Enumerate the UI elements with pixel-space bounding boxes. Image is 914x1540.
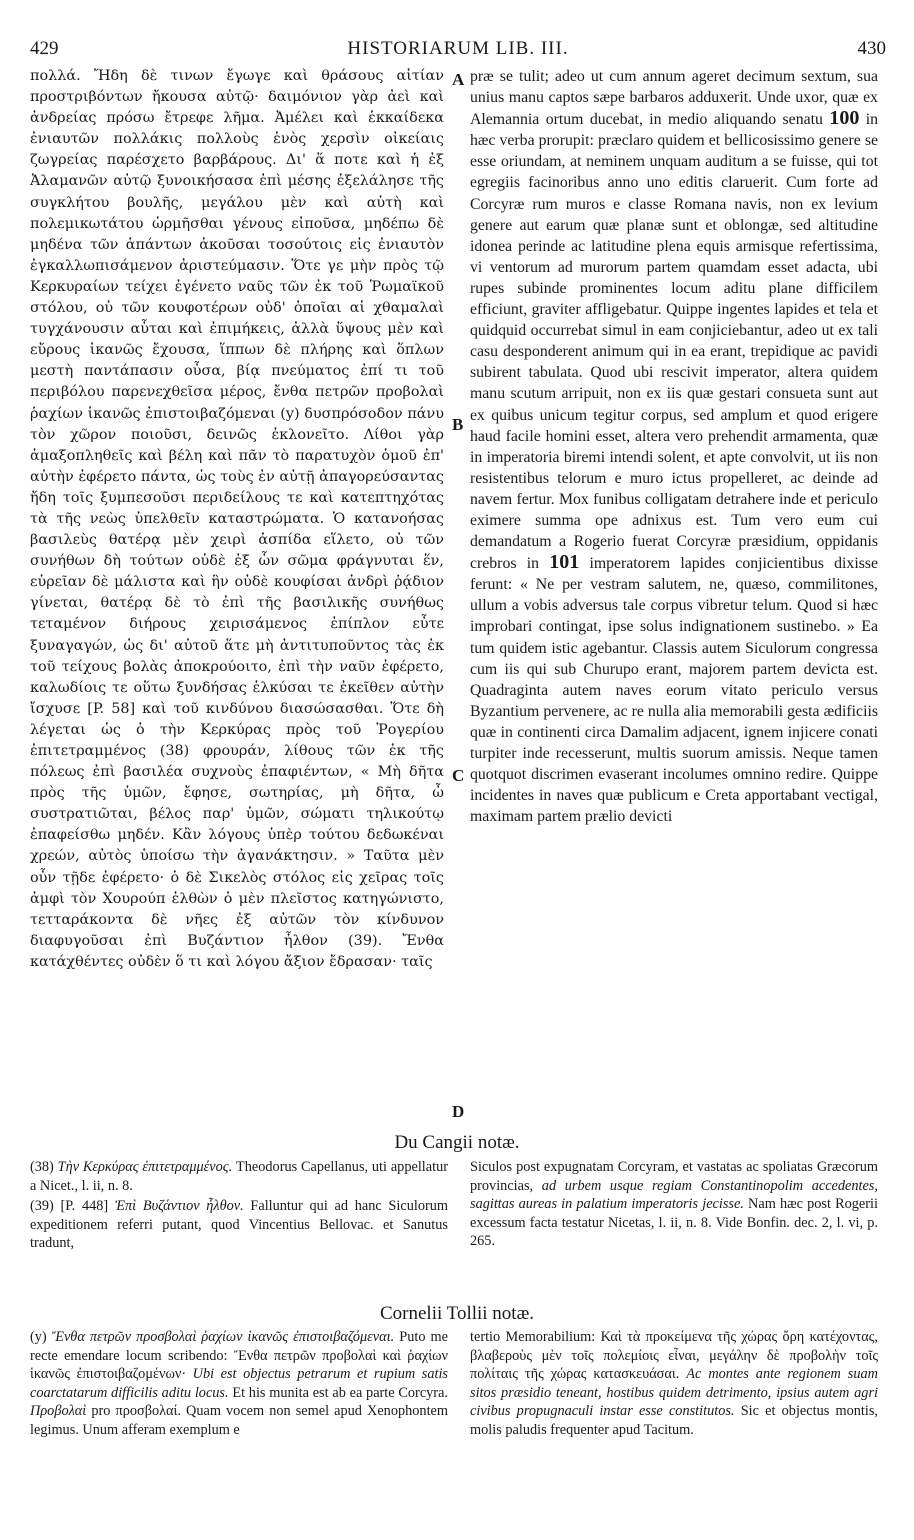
note-y-lemma: Ἔνθα πετρῶν προσβολαὶ ῥαχίων ἱκανῶς ἐπιστοιβαζόμεναι. [51, 1329, 395, 1345]
note-y-text-1: Puto me recte emendare locum scribendo: [30, 1329, 448, 1364]
running-title: HISTORIARUM LIB. III. [347, 38, 569, 59]
note-y-word: Προβολαὶ [30, 1403, 87, 1420]
tollius-notes-left [30, 1328, 448, 1528]
note-38-text: Theodorus Capellanus, uti appellatur a Nicet., l. ii, n. 8. [30, 1159, 448, 1194]
section-marker-c: C [452, 766, 465, 785]
tollius-notes-title: Cornelii Tollii notæ. [379, 1303, 535, 1324]
note-y-cont-latin: Ac montes ante regionem suam sitos præsidio teneant, hostibus quidem detrimento, ipsius autem agri civibus propugnaculi instar esse constitutos. [470, 1366, 878, 1420]
page-ref-number-100: 100 [829, 107, 860, 130]
note-38-number: (38) [30, 1159, 54, 1175]
note-y-cont-greek: Καὶ τὰ προκείμενα τῆς χώρας ὄρη κατέχοντας, βλαβεροὺς μὲν τοῖς πολεμίοις εἶναι, μεγάλην δὲ προβολὴν τοῖς πολίταις τῆς χώρας κατασκευάσαι. [470, 1329, 878, 1383]
latin-text-part-3: imperatorem lapides conjicientibus dixisse ferunt: « Ne per vestram salutem, ne, quæso, commilitones, ullum a vobis adversus tale corpus vibretur telum. Quod si hæc improbari contingat, ipse solus indignationem sustinebo. » Ea tum quidem istic agebantur. Classis autem Siculorum congressa cum iis qui sub Churupo erant, majorem partem devicta est. Quadraginta autem naves eorum vitato periculo versus Byzantium pervenere, ac re nulla alia memorabili gesta ædificiis quæ in continenti circa Damalim adjacent, ignem injicere conati turpiter inde recesserunt, multis suorum amissis. Neque tamen quotquot discrimen evaserant incolumes omnino redire. Quippe incidentes in naves quæ publicum e Creta apportabant vectigal, maximam partem prælio devicti [470, 555, 878, 826]
note-38-lemma: Τὴν Κερκύρας ἐπιτετραμμένος. [57, 1159, 233, 1175]
section-marker-d: D [452, 1102, 465, 1121]
note-39-lemma: Ἐπὶ Βυζάντιον ἦλθον. [114, 1198, 244, 1215]
greek-text-column [30, 66, 444, 1130]
note-y-continued [470, 1328, 878, 1440]
note-39-continued [470, 1158, 878, 1251]
running-header [30, 38, 886, 62]
du-cange-notes-right [470, 1158, 878, 1300]
note-39-cont-text-1: Siculos post expugnatam Corcyram, et vastatas ac spoliatas Græcorum provincias, [470, 1159, 878, 1194]
note-39-number: (39) [P. 448] [30, 1198, 109, 1215]
note-39 [30, 1197, 448, 1253]
tollius-notes-right [470, 1328, 878, 1528]
latin-text-part-1: præ se tulit; adeo ut cum annum ageret decimum sextum, sua unius manu captos sæpe barbaros adduxerit. Unde uxor, quæ ex Alemannia ortum ducebat, in medio aliquando senatu [470, 68, 878, 129]
latin-paragraph [470, 66, 878, 827]
note-y-translation: Ubi est objectus petrarum et rupium satis coarctatarum difficilis aditu locus. [30, 1366, 448, 1401]
note-38 [30, 1158, 448, 1195]
note-y-text-2: Et his munita est ab ea parte Corcyra. [232, 1384, 448, 1401]
section-marker-a: A [452, 70, 465, 89]
note-39-cont-quote: ad urbem usque regiam Constantinopolim accedentes, sagittas aureas in palatium imperatoris jecisse. [470, 1177, 878, 1213]
note-y [30, 1328, 448, 1440]
du-cange-notes-left [30, 1158, 448, 1300]
note-y-label: (y) [30, 1329, 47, 1345]
latin-translation-column [470, 66, 878, 1130]
note-y-cont-text-1: tertio Memorabilium: [470, 1329, 596, 1345]
du-cange-notes-title: Du Cangii notæ. [394, 1132, 520, 1153]
page-number-left: 429 [30, 38, 59, 59]
note-y-text-3: pro προσβολαί. Quam vocem non semel apud Xenophontem legimus. Unum afferam exemplum e [30, 1403, 448, 1438]
note-y-cont-text-2: Sic et objectus montis, molis paludis frequenter apud Tacitum. [470, 1403, 878, 1438]
note-39-text: Falluntur qui ad hanc Siculorum expeditionem referri putant, quod Vincentius Bellovac. et Sanutus tradunt, [30, 1198, 448, 1252]
greek-paragraph: πολλά. Ἤδη δὲ τινων ἔγωγε καὶ θράσους αἰτίαν προστριβόντων ἤκουσα αὐτῷ· δαιμόνιον γὰρ ἀεὶ καὶ ἀνδρείας πρόσω ἔτρεφε λῆμα. Ἀμέλει καὶ ἑκκαίδεκα ἐνιαυτῶν πολλάκις πολλοὺς ἑνὸς χερσὶν οἰκείαις ζωγρείας παρέσχετο βαρβάρους. Δι' ἅ ποτε καὶ ἡ ἐξ Ἀλαμανῶν αὐτῷ ξυνοικήσασα ἐπὶ μέσης ἐξελάλησε τῆς συγκλήτου βουλῆς, μεγάλου μὲν καὶ αὐτὴ καὶ πολεμικωτάτου ὡρμῆσθαι γένους εἰποῦσα, μηδέπω δὲ μηδένα τῶν ἁπάντων ἀκοῦσαι τοσούτοις εἰς ἐνιαυτὸν ἐγκαλλωπισάμενον ἀριστεύμασιν. Ὅτε γε μὴν πρὸς τῷ Κερκυραίων τείχει ἐγένετο ναῦς τῶν ἐκ τοῦ Ῥωμαϊκοῦ στόλου, οὐ τῶν κουφοτέρων οὐδ' ὁποῖαι αἱ χθαμαλαὶ τυγχάνουσιν αὗται καὶ ἐπιμήκεις, ἀλλὰ ὕψους μὲν καὶ εὔρους ἱκανῶς ἔχουσα, ἵππων δὲ πλήρης καὶ ὅπλων μεστὴ παντάπασιν οὖσα, βίᾳ πνεύματος ἐπί τι τοῦ περιβόλου παρενεχθεῖσα μέρος, ἔνθα πετρῶν προβολαὶ ῥαχίων ἱκανῶς ἐπιστοιβαζόμεναι (y) δυσπρόσοδον πάνυ τὸν χῶρον ποιοῦσι, δεινῶς ἐκλονεῖτο. Λίθοι γὰρ ἁμαξοπληθεῖς καὶ βέλη καὶ πᾶν τὸ παρατυχὸν ὁμοῦ ἐπ' αὐτὴν ἐφέρετο πάντα, ὡς τοὺς ἐν αὐτῇ ἀπαγορεύσαντας ἤδη τοῖς ξυμπεσοῦσι περιδείλους τε καὶ κατεπτηχότας τὰ τῆς νεὼς ὑπελθεῖν καταστρώματα. Ὁ κατανοήσας βασιλεὺς θατέρᾳ μὲν χειρὶ ἀσπίδα εἵλετο, οὐ τῶν συνήθων δὴ τούτων οὐδὲ ἐξ ὧν σῶμα φράγνυται ἕν, εὑρεῖαν δὲ μάλιστα καὶ ἣν οὐδὲ κουφίσαι ἀνδρὶ ῥᾴδιον γίνεται, θατέρᾳ δὲ τὸ ἐπὶ τῆς βασιλικῆς συνήθως τεταμένον διήρους χειρισάμενος ἐπίπλον εὖτε ξυναγαγών, ὡς δι' αὐτοῦ ἅτε μὴ ἀντιτυποῦντος τὰς ἐκ τοῦ τείχους βολὰς ἀποκρούοιτο, ἐπὶ τὴν ναῦν ἐφέρετο, καλωδίοις τε οὕτω ξυνδήσας ἑλκύσαι τε ἐκεῖθεν αὐτὴν ἴσχυσε [P. 58] καὶ τοῦ κινδύνου διασώσασθαι. Ὅτε δὴ λέγεται ὡς ὁ τὴν Κερκύρας πρὸς τοῦ Ῥογερίου ἐπιτετραμμένος (38) φρουράν, λίθους τῶν ἐκ τῆς πόλεως ἐπὶ βασιλέα συχνοὺς ἐπαφιέντων, « Μὴ δῆτα πρὸς τῆς ὑμῶν, ἔφησε, σωτηρίας, μὴ δῆτα, ὦ συστρατιῶται, βέλος παρ' ὑμῶν, σώματι τηλικούτῳ ἐπαφείσθω μηδέν. Κἂν λόγους ὑπὲρ τούτου δεδωκέναι χρεών, αὐτὸς ὑποίσω τὴν ἀγανάκτησιν. » Ταῦτα μὲν οὖν τῇδε ἐφέρετο· ὁ δὲ Σικελὸς στόλος εἰς χεῖρας τοῖς ἀμφὶ τὸν Χουρούπ ἐλθὼν ὁ μὲν πλεῖστος κατηγώνιστο, τετταράκοντα δὲ νῆες ἐξ αὐτῶν τὸν κίνδυνον διαφυγοῦσαι ἐπὶ Βυζάντιον ἦλθον (39). Ἔνθα κατάχθέντες οὐδὲν ὅ τι καὶ λόγου ἄξιον ἔδρασαν· ταῖς [30, 68, 444, 970]
page-number-right: 430 [857, 38, 886, 59]
note-39-cont-text-2: Nam hæc post Rogerii excessum facta testatur Nicetas, l. ii, n. 8. Vide Bonfin. dec. 2, l. vi, p. 265. [470, 1196, 878, 1250]
section-marker-b: B [452, 415, 464, 434]
page-ref-number-101: 101 [549, 551, 580, 574]
latin-text-part-2: in hæc verba prorupit: præclaro quidem et bellicosissimo genere se esse oriundam, at neminem unquam auditum a se fuisse, qui tot egregiis facinoribus anno uno editis claruerit. Cum forte ad Corcyræ rum muros e classe Romana navis, non ex levium genere aut earum quæ planæ sunt et oblongæ, sed altitudine idonea perinde ac latitudine plena equis armisque refertissima, vi ventorum ad murorum partem quamdam esset adacta, ubi rupes subinde prominentes locum aditu plane difficilem efficiunt, graviter affligebatur. Quippe ingentes lapides et tela et quidquid occurrebat simul in eam conjiciebantur, adeo ut ex tali casu desponderent animum qui in ea erant, trepidique ac pavidi subirent tabulata. Quod ubi rescivit imperator, altera quidem manu scutum arripuit, non ex iis quæ gestari consueta sunt aut ex quibus unicum tegitur corpus, sed amplum et quod erigere haud facile homini esset, altera vero prehendit armamenta, quæ in imperatoria biremi intendi solent, et apte convolvit, ut iis non resistentibus telorum e muro ictus propelleret, ac deinde ad navem fertur. Mox funibus colligatam detrahere inde et periculo eximere summa ope adnixus est. Tum vero eum cui demandatum a Rogerio fuerat Corcyræ præsidium, oppidanis crebros in [470, 111, 878, 573]
note-y-emendation: Ἔνθα πετρῶν προβολαὶ καὶ ῥαχίων ἱκανῶς ἐπιστοιβαζομένων· [30, 1347, 448, 1383]
